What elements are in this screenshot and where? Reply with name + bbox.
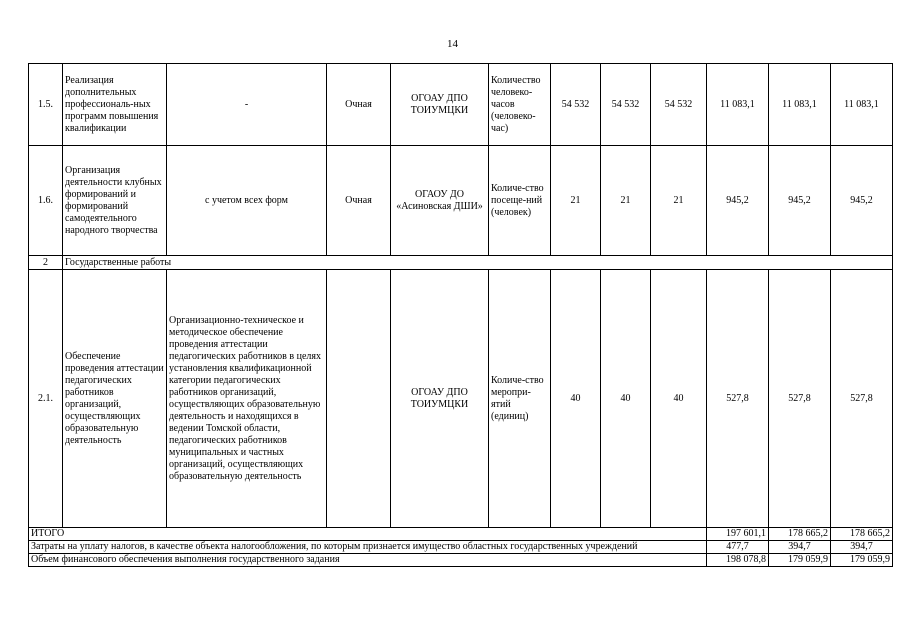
funding-total-value: 198 078,8 bbox=[707, 554, 769, 567]
quantity-value: 40 bbox=[601, 270, 651, 528]
quantity-value: 54 532 bbox=[601, 64, 651, 146]
funding-value: 527,8 bbox=[769, 270, 831, 528]
page-number: 14 bbox=[447, 38, 458, 50]
service-form: Очная bbox=[327, 64, 391, 146]
funding-value: 527,8 bbox=[707, 270, 769, 528]
institution-name: ОГОАУ ДПО ТОИУМЦКИ bbox=[391, 270, 489, 528]
funding-value: 945,2 bbox=[831, 146, 893, 256]
indicator-name: Количество человеко-часов (человеко-час) bbox=[489, 64, 551, 146]
funding-total-value: 179 059,9 bbox=[831, 554, 893, 567]
service-content: с учетом всех форм bbox=[167, 146, 327, 256]
row-number: 1.6. bbox=[29, 146, 63, 256]
row-number: 2.1. bbox=[29, 270, 63, 528]
funding-value: 527,8 bbox=[831, 270, 893, 528]
funding-value: 11 083,1 bbox=[769, 64, 831, 146]
quantity-value: 54 532 bbox=[551, 64, 601, 146]
tax-label: Затраты на уплату налогов, в качестве объекта налогообложения, по которым признается имущество областных государственных учреждений bbox=[29, 541, 707, 554]
quantity-value: 21 bbox=[551, 146, 601, 256]
total-row bbox=[29, 528, 893, 541]
total-value: 178 665,2 bbox=[769, 528, 831, 541]
service-form: Очная bbox=[327, 146, 391, 256]
work-content: Организационно-техническое и методическое обеспечение проведения аттестации педагогических работников в целях установления квалификационной категории педагогических работников организаций, осуществляющих образовательную деятельность и находящихся в ведении Томской области, педагогических работников муниципальных и частных организаций, осуществляющих образовательную деятельность bbox=[167, 270, 327, 528]
indicator-name: Количе-ство меропри-ятий (единиц) bbox=[489, 270, 551, 528]
total-label: ИТОГО bbox=[29, 528, 707, 541]
funding-value: 11 083,1 bbox=[831, 64, 893, 146]
work-form bbox=[327, 270, 391, 528]
tax-row bbox=[29, 541, 893, 554]
funding-value: 11 083,1 bbox=[707, 64, 769, 146]
quantity-value: 40 bbox=[651, 270, 707, 528]
work-name: Обеспечение проведения аттестации педагогических работников организаций, осуществляющих образовательную деятельность bbox=[63, 270, 167, 528]
service-name: Реализация дополнительных профессиональ-ных программ повышения квалификации bbox=[63, 64, 167, 146]
quantity-value: 40 bbox=[551, 270, 601, 528]
table-row bbox=[29, 146, 893, 256]
total-value: 197 601,1 bbox=[707, 528, 769, 541]
funding-value: 945,2 bbox=[769, 146, 831, 256]
tax-value: 394,7 bbox=[831, 541, 893, 554]
quantity-value: 54 532 bbox=[651, 64, 707, 146]
funding-total-label: Объем финансового обеспечения выполнения государственного задания bbox=[29, 554, 707, 567]
service-content: - bbox=[167, 64, 327, 146]
tax-value: 394,7 bbox=[769, 541, 831, 554]
total-value: 178 665,2 bbox=[831, 528, 893, 541]
quantity-value: 21 bbox=[651, 146, 707, 256]
indicator-name: Количе-ство посеще-ний (человек) bbox=[489, 146, 551, 256]
funding-total-row bbox=[29, 554, 893, 567]
budget-table bbox=[28, 63, 893, 567]
institution-name: ОГАОУ ДО «Асиновская ДШИ» bbox=[391, 146, 489, 256]
row-number: 1.5. bbox=[29, 64, 63, 146]
institution-name: ОГОАУ ДПО ТОИУМЦКИ bbox=[391, 64, 489, 146]
table-row bbox=[29, 270, 893, 528]
table-row bbox=[29, 64, 893, 146]
service-name: Организация деятельности клубных формирований и формирований самодеятельного народного творчества bbox=[63, 146, 167, 256]
tax-value: 477,7 bbox=[707, 541, 769, 554]
funding-total-value: 179 059,9 bbox=[769, 554, 831, 567]
section-number: 2 bbox=[29, 256, 63, 270]
section-header-row bbox=[29, 256, 893, 270]
funding-value: 945,2 bbox=[707, 146, 769, 256]
quantity-value: 21 bbox=[601, 146, 651, 256]
section-title: Государственные работы bbox=[63, 256, 893, 270]
